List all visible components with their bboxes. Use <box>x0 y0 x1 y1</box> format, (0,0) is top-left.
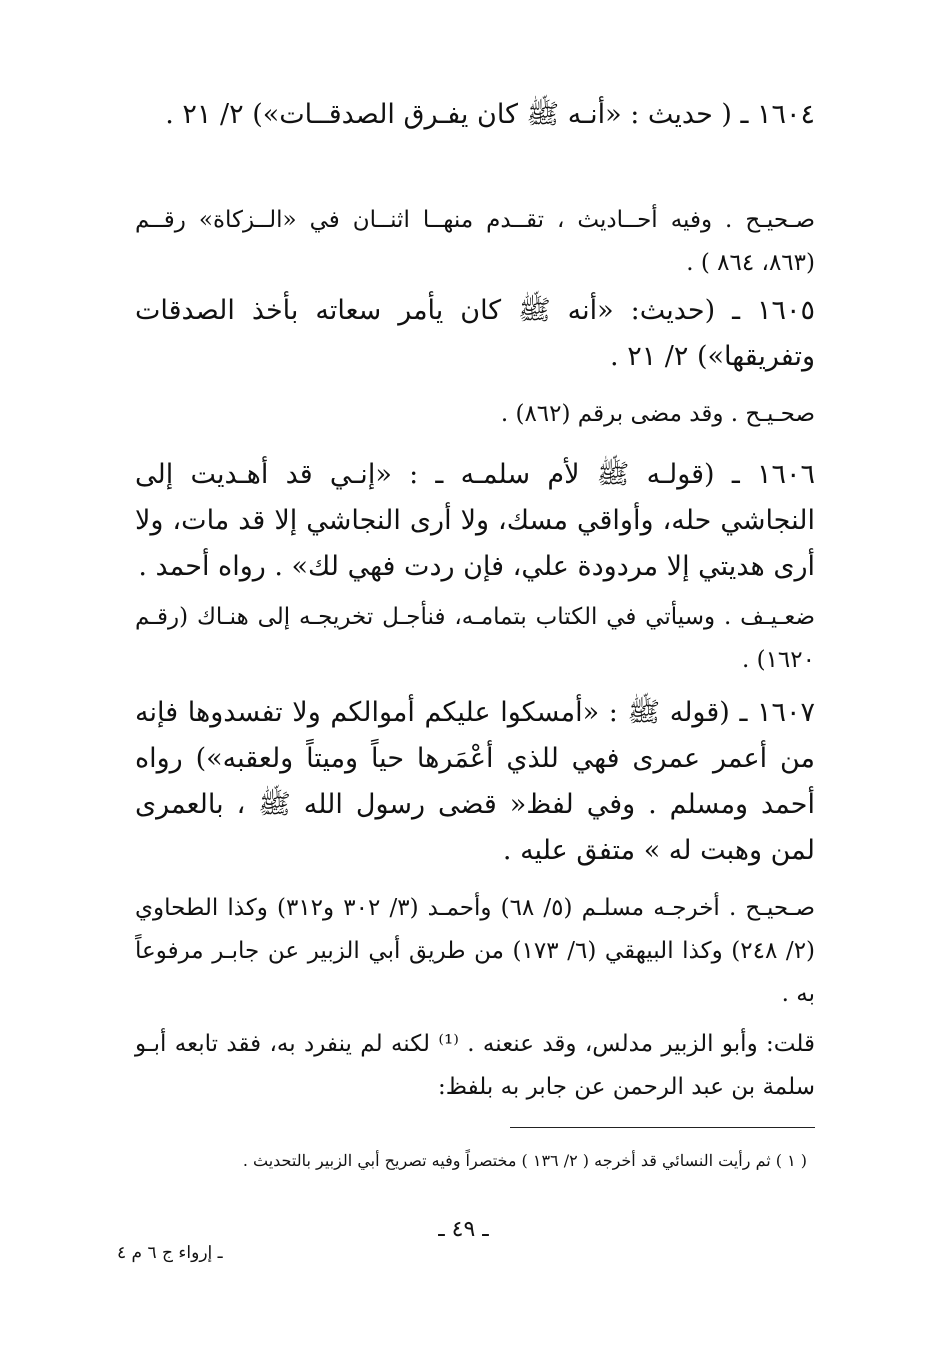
hadith-1607: ١٦٠٧ ـ (قوله ﷺ : «أمسكوا عليكم أموالكم ولا تفسدوها فإنه من أعمر عمرى فهي للذي أعْمَرها حياً وميتاً ولعقبه») رواه أحمد ومسلم . وفي لفظ« قضى رسول الله ﷺ ، بالعمرى لمن وهبت له » متفق عليه . <box>135 697 815 866</box>
hadith-1606: ١٦٠٦ ـ (قولـه ﷺ لأم سلمـه ـ : «إنـي قد أهـديت إلى النجاشي حله، وأواقي مسك، ولا أرى النجاشي إلا قد مات، ولا أرى هديتي إلا مردودة علي، فإن ردت فهي لك» . رواه أحمد . <box>135 459 815 582</box>
commentary-paragraph: قلت: وأبو الزبير مدلس، وقد عنعنه . ⁽¹⁾ لكنه لم ينفرد به، فقد تابعه أبـو سلمة بن عبد الرحمن عن جابر به بلفظ: <box>135 1031 815 1100</box>
hadith-1604: ١٦٠٤ ـ ( حديث : «أنـه ﷺ كان يفـرق الصدقــات») ٢/ ٢١ . <box>165 99 815 130</box>
page-number: ـ ٤٩ ـ <box>438 1217 489 1242</box>
grading-1607: صـحيـح . أخرجـه مسلـم (٥/ ٦٨) وأحمـد (٣/ ٣٠٢ و٣١٢) وكذا الطحاوي (٢/ ٢٤٨) وكذا البيهقي (٦/ ١٧٣) من طريق أبي الزبير عن جابـر مرفوعاً به . <box>135 895 816 1007</box>
printer-signature: ـ إرواء ج ٦ م ٤ <box>117 1243 223 1263</box>
hadith-1605: ١٦٠٥ ـ (حديث: «أنه ﷺ كان يأمر سعاته بأخذ الصدقات وتفريقها») ٢/ ٢١ . <box>135 295 815 372</box>
footnote-divider <box>510 1127 815 1128</box>
grading-1606: ضعـيـف . وسيأتي في الكتاب بتمامـه، فنأجـل تخريجـه إلى هنـاك (رقـم ١٦٢٠) . <box>135 604 815 673</box>
footnote: ( ١ ) ثم رأيت النسائي قد أخرجه ( ٢/ ١٣٦ ) مختصراً وفيه تصريح أبي الزبير بالتحديث . <box>242 1151 807 1170</box>
grading-1604: صـحيـح . وفيه أحــاديث ، تقــدم منهــا اثنــان في «الــزكاة» رقــم (٨٦٣، ٨٦٤ ) . <box>135 207 815 276</box>
grading-1605: صحـيـح . وقد مضى برقم (٨٦٢) . <box>500 401 815 427</box>
